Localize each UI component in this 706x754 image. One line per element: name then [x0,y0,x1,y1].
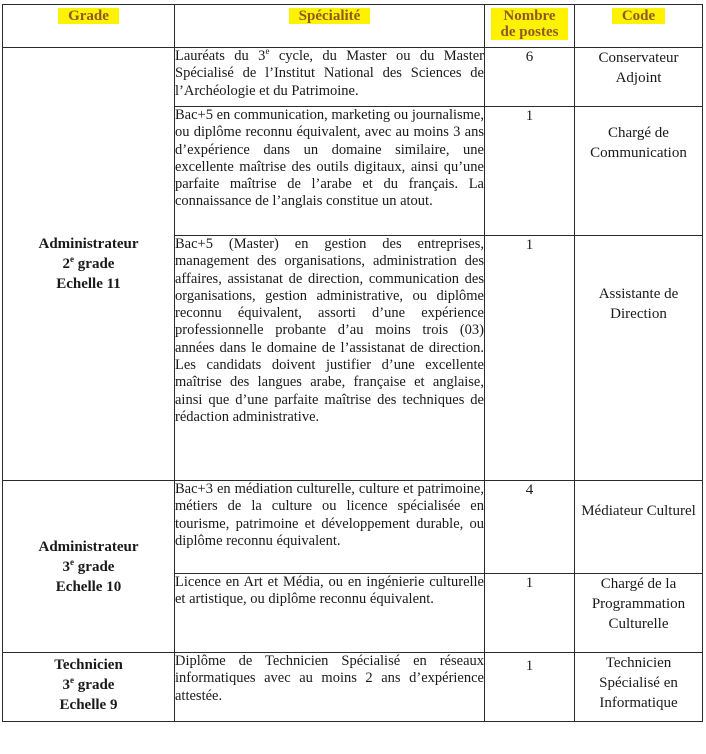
header-row [3,5,703,48]
nombre-cell: 1 [485,574,575,653]
nombre-cell: 1 [485,653,575,722]
specialite-cell: Licence en Art et Média, ou en ingénierie culturelle et artistique, ou diplôme reconnu équivalent. [175,574,485,653]
code-cell: Chargé de la Programmation Culturelle [575,574,703,653]
table-row [3,481,703,574]
grade-cell: Technicien 3e grade Echelle 9 [3,653,175,722]
table-row [3,48,703,107]
code-cell: Technicien Spécialisé en Informatique [575,653,703,722]
code-cell: Médiateur Culturel [575,481,703,574]
header-specialite: Spécialité [175,5,485,48]
header-grade: Grade [3,5,175,48]
specialite-cell: Bac+5 (Master) en gestion des entreprises, management des organisations, administration des affaires, assistanat de direction, communication des organisations, gestion administrative, ou diplôme reconnu équivalent, assorti d’une expérience professionnelle probante d’au moins trois (03) années dans le domaine de l’assistanat de direction. Les candidats doivent justifier d’une excellente maîtrise des langues arabe, française et anglaise, ainsi que d’une parfaite maîtrise des techniques de rédaction administrative. [175,236,485,481]
nombre-cell: 6 [485,48,575,107]
code-cell: Chargé de Communication [575,107,703,236]
grade-cell: Administrateur 2e grade Echelle 11 [3,48,175,481]
table-row [3,653,703,722]
specialite-cell: Bac+5 en communication, marketing ou journalisme, ou diplôme reconnu équivalent, avec au moins 3 ans d’expérience dans un domaine similaire, une excellente maîtrise des outils digitaux, ainsi qu’une parfaite maîtrise de l’arabe et du français. La connaissance de l’anglais constitue un atout. [175,107,485,236]
recruitment-table [2,4,703,722]
specialite-cell: Lauréats du 3e cycle, du Master ou du Master Spécialisé de l’Institut National des Sciences de l’Archéologie et du Patrimoine. [175,48,485,107]
code-cell: Assistante de Direction [575,236,703,481]
nombre-cell: 4 [485,481,575,574]
code-cell: Conservateur Adjoint [575,48,703,107]
nombre-cell: 1 [485,236,575,481]
header-nombre: Nombre de postes [485,5,575,48]
grade-cell: Administrateur 3e grade Echelle 10 [3,481,175,653]
nombre-cell: 1 [485,107,575,236]
specialite-cell: Bac+3 en médiation culturelle, culture et patrimoine, métiers de la culture ou licence spécialisée en tourisme, patrimoine et développement durable, ou diplôme reconnu équivalent. [175,481,485,574]
specialite-cell: Diplôme de Technicien Spécialisé en réseaux informatiques avec au moins 2 ans d’expérience attestée. [175,653,485,722]
header-code: Code [575,5,703,48]
